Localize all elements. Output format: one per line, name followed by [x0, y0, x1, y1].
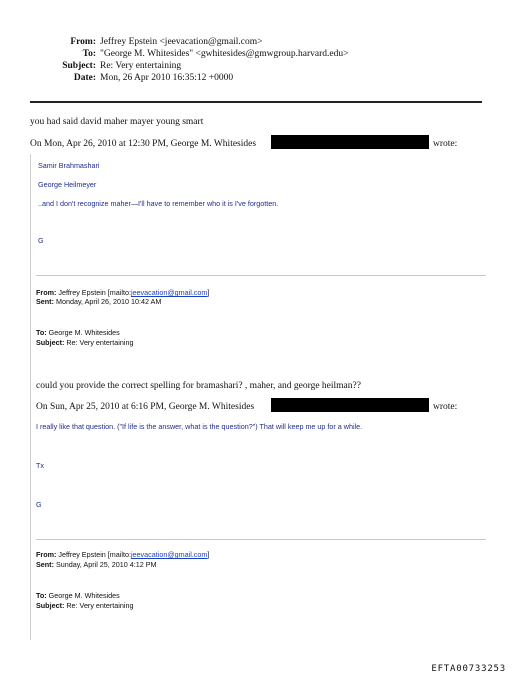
fwd2-from-name: Jeffrey Epstein [mailto:: [58, 550, 131, 559]
quote1-line3: ..and I don't recognize maher—I'll have to remember who it is I've forgotten.: [38, 199, 279, 208]
header-to: [30, 48, 349, 60]
quote2-line1: I really like that question. ("If life is the answer, what is the question?") That will keep me up for a while.: [36, 422, 363, 431]
fwd1-subject-label: Subject:: [36, 338, 65, 347]
fwd1-from-end: ]: [207, 288, 210, 297]
fwd1-to: [36, 328, 120, 338]
from-value: Jeffrey Epstein <jeevacation@gmail.com>: [100, 37, 263, 47]
fwd1-from-name: Jeffrey Epstein [mailto:: [58, 288, 131, 297]
fwd1-sent: [36, 297, 161, 307]
reply-intro: On Mon, Apr 26, 2010 at 12:30 PM, George M. Whitesides: [30, 139, 257, 149]
message2-body: could you provide the correct spelling for bramashari? , maher, and george heilman??: [36, 381, 361, 391]
fwd2-sent-value: Sunday, April 25, 2010 4:12 PM: [55, 560, 157, 569]
fwd2-from: [36, 550, 209, 560]
fwd1-sent-label: Sent:: [36, 297, 54, 306]
header-date: [30, 72, 233, 84]
subject-label: Subject:: [62, 61, 96, 71]
quote2-signature: G: [36, 500, 42, 509]
date-value: Mon, 26 Apr 2010 16:35:12 +0000: [100, 73, 234, 83]
header-from: [30, 36, 263, 48]
quote1-line1: Samir Brahmashari: [38, 161, 100, 170]
forward-divider-1: [36, 275, 486, 276]
fwd2-from-label: From:: [36, 550, 57, 559]
subject-value: Re: Very entertaining: [100, 61, 182, 71]
fwd2-sent: [36, 560, 157, 570]
fwd2-subject: [36, 601, 133, 611]
fwd1-email-link[interactable]: jeevacation@gmail.com: [130, 288, 208, 297]
quote1-signature: G: [38, 236, 44, 245]
fwd1-to-value: George M. Whitesides: [48, 328, 120, 337]
document-id: EFTA00733253: [431, 664, 506, 674]
fwd2-subject-value: Re: Very entertaining: [66, 601, 134, 610]
fwd1-subject-value: Re: Very entertaining: [66, 338, 134, 347]
redaction-box-2: [271, 398, 429, 412]
fwd2-email-link[interactable]: jeevacation@gmail.com: [130, 550, 208, 559]
fwd2-to: [36, 591, 120, 601]
fwd1-subject: [36, 338, 133, 348]
forward-divider-2: [36, 539, 486, 540]
message-body: you had said david maher mayer young smart: [30, 117, 204, 127]
fwd1-from-label: From:: [36, 288, 57, 297]
reply2-wrote: wrote:: [433, 402, 458, 412]
header-subject: [30, 60, 181, 72]
header-divider: [30, 101, 482, 103]
reply2-intro: On Sun, Apr 25, 2010 at 6:16 PM, George M. Whitesides: [36, 402, 255, 412]
fwd2-from-end: ]: [207, 550, 210, 559]
fwd1-sent-value: Monday, April 26, 2010 10:42 AM: [55, 297, 162, 306]
reply-wrote: wrote:: [433, 139, 458, 149]
fwd2-sent-label: Sent:: [36, 560, 54, 569]
fwd1-to-label: To:: [36, 328, 47, 337]
redaction-box: [271, 135, 429, 149]
fwd2-subject-label: Subject:: [36, 601, 65, 610]
quote2-line2: Tx: [36, 461, 44, 470]
to-label: To:: [82, 49, 96, 59]
to-value: "George M. Whitesides" <gwhitesides@gmwgroup.harvard.edu>: [100, 49, 349, 59]
fwd2-to-label: To:: [36, 591, 47, 600]
quote1-line2: George Heilmeyer: [38, 180, 97, 189]
fwd2-to-value: George M. Whitesides: [48, 591, 120, 600]
from-label: From:: [70, 37, 96, 47]
date-label: Date:: [73, 73, 96, 83]
